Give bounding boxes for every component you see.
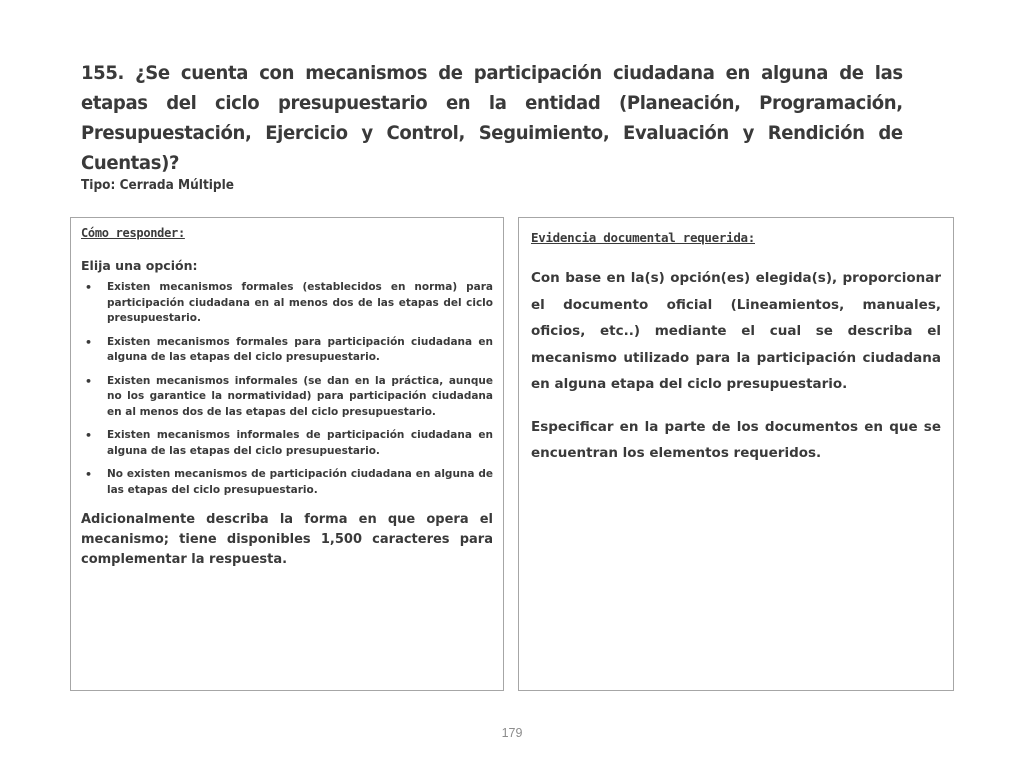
how-to-answer-heading: Cómo responder:: [81, 226, 185, 240]
bullet-icon: •: [85, 429, 93, 442]
answer-options-list: [81, 280, 493, 498]
option-text: Existen mecanismos formales (establecidos en norma) para participación ciudadana en al menos dos de las etapas del ciclo presupuestario.: [107, 281, 493, 324]
question-type-label: Tipo: Cerrada Múltiple: [81, 177, 235, 193]
bullet-icon: •: [85, 335, 93, 349]
bullet-icon: •: [85, 468, 93, 481]
evidence-heading: Evidencia documental requerida:: [531, 230, 755, 245]
choose-option-prompt: Elija una opción:: [81, 258, 198, 273]
bullet-icon: •: [85, 374, 93, 388]
option-text: No existen mecanismos de participación ciudadana en alguna de las etapas del ciclo presupuestario.: [107, 468, 493, 496]
option-text: Existen mecanismos informales (se dan en la práctica, aunque no los garantice la normatividad) para participación ciudadana en al menos dos de las etapas del ciclo presupuestario.: [107, 374, 493, 418]
page-title: 155. ¿Se cuenta con mecanismos de participación ciudadana en alguna de las etapas del ciclo presupuestario en la entidad (Planeación, Programación, Presupuestación, Ejercicio y Control, Seguimiento, Evaluación y Rendición de Cuentas)?: [81, 62, 903, 174]
list-item: [81, 374, 493, 421]
option-text: Existen mecanismos formales para participación ciudadana en alguna de las etapas del ciclo presupuestario.: [107, 335, 493, 363]
list-item: [81, 467, 493, 498]
option-text: Existen mecanismos informales de participación ciudadana en alguna de las etapas del ciclo presupuestario.: [107, 429, 493, 457]
additional-instructions: Adicionalmente describa la forma en que opera el mecanismo; tiene disponibles 1,500 caracteres para complementar la respuesta.: [81, 512, 493, 567]
evidence-panel: [518, 217, 954, 691]
evidence-paragraph: Especificar en la parte de los documentos en que se encuentran los elementos requeridos.: [531, 418, 941, 461]
list-item: [81, 335, 493, 366]
page-number: 179: [501, 726, 523, 740]
evidence-paragraph: Con base en la(s) opción(es) elegida(s), proporcionar el documento oficial (Lineamientos, manuales, oficios, etc..) mediante el cual se describa el mecanismo utilizado para la participación ciudadana en alguna etapa del ciclo presupuestario.: [531, 270, 941, 392]
list-item: [81, 428, 493, 459]
bullet-icon: •: [85, 281, 93, 294]
how-to-answer-panel: [70, 217, 504, 691]
list-item: [81, 280, 493, 327]
